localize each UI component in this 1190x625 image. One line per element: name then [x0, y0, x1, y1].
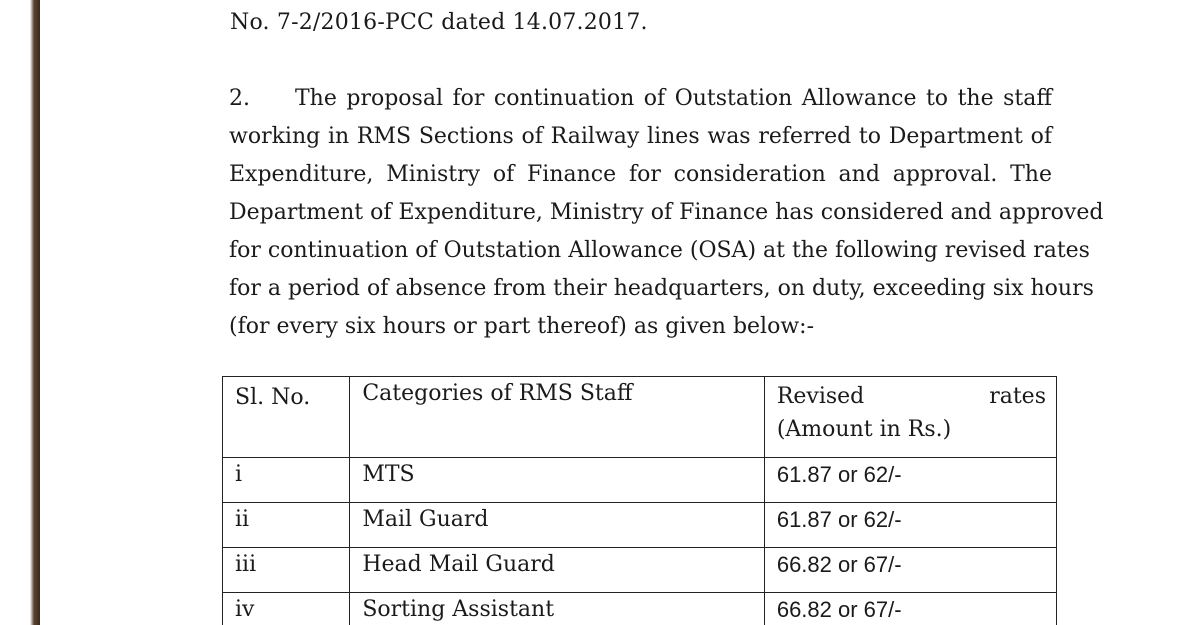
table-row — [223, 503, 1057, 548]
header-revised-label: Revised — [776, 384, 865, 409]
paragraph-line: for a period of absence from their headquarters, on duty, exceeding six hours — [229, 276, 1094, 301]
paragraph-line: Department of Expenditure, Ministry of Finance has considered and approved — [229, 200, 1104, 225]
cell-category: Sorting Assistant — [350, 593, 765, 625]
paragraph-line — [229, 80, 1052, 118]
cell-category: Mail Guard — [350, 503, 765, 548]
cell-category: Head Mail Guard — [350, 548, 765, 593]
header-amount-label: (Amount in Rs.) — [776, 417, 952, 442]
cell-rate: 66.82 or 67/- — [764, 593, 1056, 625]
paragraph-2 — [229, 80, 1104, 346]
osa-rates-table — [222, 376, 1057, 625]
cell-sl: iv — [223, 593, 350, 625]
paragraph-number: 2. — [229, 86, 250, 111]
table-header-row — [223, 377, 1057, 458]
cell-rate: 61.87 or 62/- — [764, 458, 1056, 503]
table-row — [223, 593, 1057, 625]
header-category: Categories of RMS Staff — [350, 377, 765, 458]
table-row — [223, 458, 1057, 503]
header-revised-rates — [764, 377, 1056, 458]
header-sl-no: Sl. No. — [223, 377, 350, 458]
cell-category: MTS — [350, 458, 765, 503]
reference-number: No. 7-2/2016-PCC dated 14.07.2017. — [230, 10, 648, 35]
cell-sl: ii — [223, 503, 350, 548]
cell-sl: iii — [223, 548, 350, 593]
paragraph-line-text: The proposal for continuation of Outstation Allowance to the staff — [295, 86, 1052, 111]
paragraph-line: working in RMS Sections of Railway lines was referred to Department of — [229, 124, 1052, 149]
paragraph-line: (for every six hours or part thereof) as given below:- — [229, 314, 815, 339]
cell-sl: i — [223, 458, 350, 503]
header-rates-label: rates — [989, 384, 1046, 409]
cell-rate: 61.87 or 62/- — [764, 503, 1056, 548]
table-row — [223, 548, 1057, 593]
paragraph-line: for continuation of Outstation Allowance (OSA) at the following revised rates — [229, 238, 1090, 263]
paragraph-line: Expenditure, Ministry of Finance for consideration and approval. The — [229, 162, 1052, 187]
cell-rate: 66.82 or 67/- — [764, 548, 1056, 593]
page-edge-shadow — [0, 0, 40, 625]
